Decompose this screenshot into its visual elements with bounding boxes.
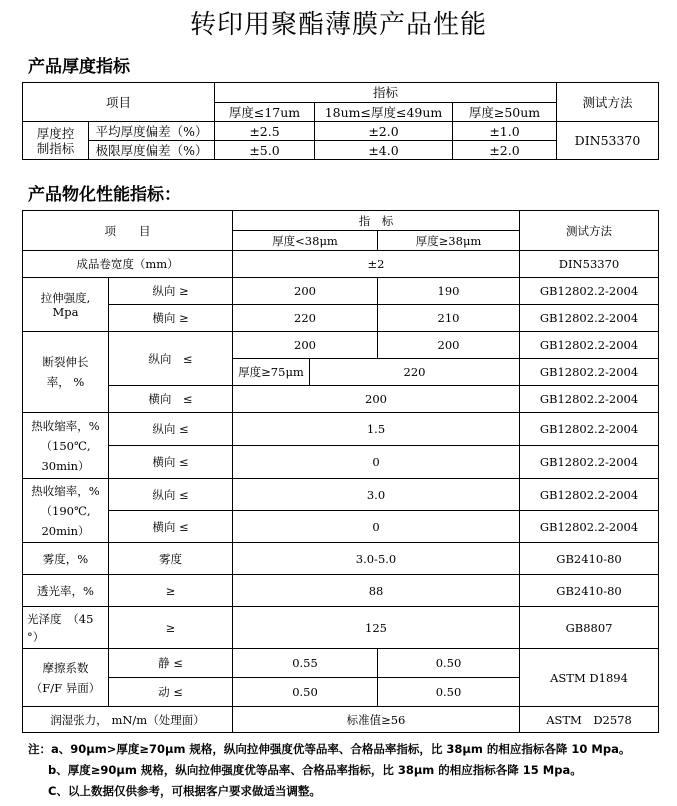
- direction-label: 横向 ≤: [109, 446, 233, 479]
- method-value: GB12802.2-2004: [520, 359, 659, 386]
- header-indicator: 指 标: [233, 211, 520, 231]
- method-value: GB12802.2-2004: [520, 511, 659, 543]
- cell-value: 200: [233, 278, 378, 305]
- cell-value: ±4.0: [315, 141, 453, 160]
- cell-value: 220: [233, 305, 378, 332]
- header-method: 测试方法: [520, 211, 659, 251]
- direction-label: 纵向 ≤: [109, 332, 233, 386]
- row-label: 成品卷宽度（mm）: [23, 251, 233, 278]
- label-line: 率， %: [46, 375, 85, 389]
- cell-value: 0.50: [378, 678, 520, 707]
- label-line: 30min）: [41, 458, 90, 473]
- range-header: 18um≤厚度≤49um: [315, 103, 453, 122]
- label-line: （190℃,: [40, 503, 91, 518]
- header-method: 测试方法: [557, 83, 659, 122]
- direction-label: 横向 ≥: [109, 305, 233, 332]
- method-value: DIN53370: [557, 122, 659, 160]
- method-value: GB12802.2-2004: [520, 413, 659, 446]
- sub-condition: 厚度≥75μm: [233, 359, 310, 386]
- cell-value: 210: [378, 305, 520, 332]
- label-line: 拉伸强度,: [40, 290, 91, 305]
- label-line: 断裂伸长: [42, 355, 89, 369]
- direction-label: 横向 ≤: [109, 386, 233, 413]
- label-line: Mpa: [52, 304, 79, 319]
- group-label-line: 厚度控: [36, 125, 75, 141]
- cell-value: 200: [378, 332, 520, 359]
- row-label: [23, 278, 109, 332]
- sub-label: ≥: [109, 575, 233, 607]
- footnote: C、以上数据仅供参考，可根据客户要求做适当调整。: [48, 784, 321, 798]
- method-value: GB2410-80: [520, 543, 659, 575]
- method-value: GB12802.2-2004: [520, 278, 659, 305]
- cell-value: 3.0: [233, 479, 520, 511]
- cell-value: 0: [233, 511, 520, 543]
- col-thick-header: 厚度≥38μm: [378, 231, 520, 251]
- col-thin-header: 厚度<38μm: [233, 231, 378, 251]
- row-label: [23, 479, 109, 543]
- method-value: GB12802.2-2004: [520, 479, 659, 511]
- row-label: [23, 332, 109, 413]
- sub-label: 雾度: [109, 543, 233, 575]
- method-value: GB12802.2-2004: [520, 386, 659, 413]
- sub-label: ≥: [109, 607, 233, 649]
- label-line: 光泽度 （45: [27, 611, 94, 626]
- cell-value: 1.5: [233, 413, 520, 446]
- cell-value: 标准值≥56: [233, 707, 520, 733]
- direction-label: 纵向 ≤: [109, 479, 233, 511]
- cell-value: 3.0-5.0: [233, 543, 520, 575]
- header-indicator: 指标: [215, 83, 557, 103]
- cell-value: 200: [233, 386, 520, 413]
- range-header: 厚度≤17um: [215, 103, 315, 122]
- row-label: [23, 413, 109, 479]
- label-line: （150℃,: [40, 438, 91, 453]
- cell-value: 0.50: [233, 678, 378, 707]
- method-value: ASTM D2578: [520, 707, 659, 733]
- cell-value: ±5.0: [215, 141, 315, 160]
- row-label: 极限厚度偏差（%）: [89, 141, 215, 160]
- cell-value: ±2.0: [315, 122, 453, 141]
- cell-value: 88: [233, 575, 520, 607]
- section-thickness-title: 产品厚度指标: [28, 57, 130, 77]
- method-value: GB8807: [520, 607, 659, 649]
- page-title: 转印用聚酯薄膜产品性能: [189, 10, 487, 40]
- cell-value: 190: [378, 278, 520, 305]
- direction-label: 纵向 ≥: [109, 278, 233, 305]
- row-label: 透光率，%: [23, 575, 109, 607]
- label-line: 热收缩率，%: [31, 418, 100, 433]
- method-value: GB12802.2-2004: [520, 332, 659, 359]
- direction-label: 动 ≤: [109, 678, 233, 707]
- direction-label: 静 ≤: [109, 649, 233, 678]
- cell-value: ±1.0: [453, 122, 557, 141]
- label-line: °）: [27, 629, 45, 644]
- row-label: 润湿张力， mN/m（处理面）: [23, 707, 233, 733]
- direction-label: 横向 ≤: [109, 511, 233, 543]
- range-header: 厚度≥50um: [453, 103, 557, 122]
- label-line: 摩擦系数: [42, 660, 89, 675]
- header-item: 项目: [23, 83, 215, 122]
- method-value: GB12802.2-2004: [520, 446, 659, 479]
- label-line: （F/F 异面）: [30, 680, 101, 695]
- method-value: ASTM D1894: [520, 649, 659, 707]
- section-properties-title: 产品物化性能指标：: [28, 185, 181, 205]
- group-label: [23, 122, 89, 160]
- label-line: 热收缩率，%: [31, 483, 100, 498]
- method-value: GB12802.2-2004: [520, 305, 659, 332]
- cell-value: 125: [233, 607, 520, 649]
- cell-value: 0.55: [233, 649, 378, 678]
- cell-value: ±2.5: [215, 122, 315, 141]
- row-label: 雾度，%: [23, 543, 109, 575]
- cell-value: 220: [310, 359, 520, 386]
- row-label: [23, 649, 109, 707]
- row-label: 平均厚度偏差（%）: [89, 122, 215, 141]
- label-line: 20min）: [41, 523, 90, 538]
- cell-value: 200: [233, 332, 378, 359]
- direction-label: 纵向 ≤: [109, 413, 233, 446]
- cell-value: 0.50: [378, 649, 520, 678]
- footnotes: [28, 739, 673, 802]
- method-value: DIN53370: [520, 251, 659, 278]
- footnote: 注：a、90μm>厚度≥70μm 规格，纵向拉伸强度优等品率、合格品率指标，比 38μm 的相应指标各降 10 Mpa。: [28, 742, 631, 756]
- properties-table: [22, 210, 659, 733]
- header-item: 项 目: [23, 211, 233, 251]
- row-label: [23, 607, 109, 649]
- cell-value: 0: [233, 446, 520, 479]
- method-value: GB2410-80: [520, 575, 659, 607]
- cell-value: ±2: [233, 251, 520, 278]
- cell-value: ±2.0: [453, 141, 557, 160]
- footnote: b、厚度≥90μm 规格，纵向拉伸强度优等品率、合格品率指标，比 38μm 的相应指标各降 15 Mpa。: [48, 763, 582, 777]
- thickness-table: [22, 82, 659, 160]
- group-label-line: 制指标: [36, 140, 75, 156]
